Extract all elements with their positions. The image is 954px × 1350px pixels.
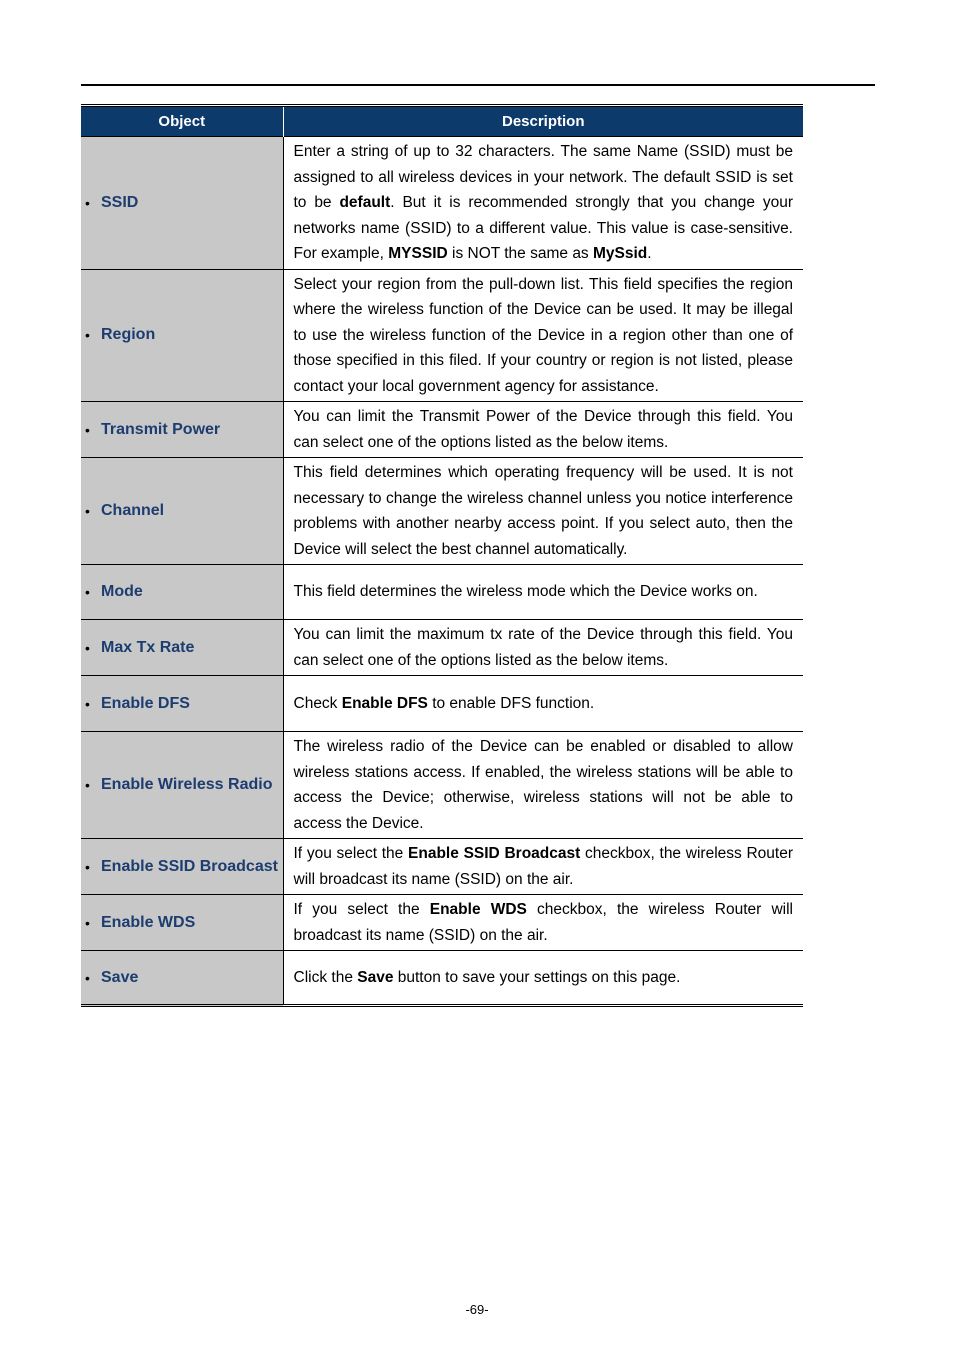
- table-row: [81, 458, 803, 565]
- description-cell: You can limit the maximum tx rate of the Device through this field. You can select one of the options listed as the below items.: [283, 620, 803, 676]
- bullet-icon: •: [85, 969, 90, 986]
- object-label: Enable Wireless Radio: [101, 776, 273, 793]
- object-label: Enable WDS: [101, 913, 196, 931]
- table-row: [81, 895, 803, 951]
- object-label: Max Tx Rate: [101, 638, 195, 656]
- object-cell: [81, 269, 283, 402]
- parameter-table: [81, 104, 803, 1007]
- bullet-icon: •: [85, 639, 90, 656]
- object-cell: [81, 458, 283, 565]
- description-cell: This field determines which operating frequency will be used. It is not necessary to change the wireless channel unless you notice interference problems with another nearby access point. If you select auto, then the Device will select the best channel automatically.: [283, 458, 803, 565]
- bullet-icon: •: [85, 194, 90, 211]
- bullet-icon: •: [85, 327, 90, 344]
- bullet-icon: •: [85, 914, 90, 931]
- table-row: [81, 676, 803, 732]
- object-label: Region: [101, 326, 156, 344]
- description-cell: Enter a string of up to 32 characters. The same Name (SSID) must be assigned to all wireless devices in your network. The default SSID is set to be default. But it is recommended strongly that you change your networks name (SSID) to a different value. This value is case-sensitive. For example, MYSSID is NOT the same as MySsid.: [283, 137, 803, 270]
- description-cell: Check Enable DFS to enable DFS function.: [283, 676, 803, 732]
- description-cell: If you select the Enable SSID Broadcast checkbox, the wireless Router will broadcast its name (SSID) on the air.: [283, 839, 803, 895]
- table-row: [81, 732, 803, 839]
- object-cell: [81, 676, 283, 732]
- object-cell: [81, 620, 283, 676]
- bullet-icon: •: [85, 777, 90, 793]
- object-label: Mode: [101, 583, 143, 600]
- bullet-icon: •: [85, 695, 90, 712]
- description-cell: You can limit the Transmit Power of the Device through this field. You can select one of the options listed as the below items.: [283, 402, 803, 458]
- table-header-row: [81, 106, 803, 137]
- bullet-icon: •: [85, 584, 90, 600]
- description-cell: If you select the Enable WDS checkbox, the wireless Router will broadcast its name (SSID) on the air.: [283, 895, 803, 951]
- object-label: Enable DFS: [101, 694, 190, 712]
- table-row: [81, 402, 803, 458]
- object-label: Transmit Power: [101, 420, 221, 438]
- object-cell: [81, 565, 283, 620]
- column-header-object: Object: [81, 106, 283, 137]
- column-header-description: Description: [283, 106, 803, 137]
- table-row: [81, 269, 803, 402]
- object-cell: [81, 732, 283, 839]
- object-label: SSID: [101, 193, 139, 211]
- header-rule: [81, 84, 875, 86]
- bullet-icon: •: [85, 421, 90, 438]
- description-cell: The wireless radio of the Device can be enabled or disabled to allow wireless stations access. If enabled, the wireless stations will be able to access the Device; otherwise, wireless stations will not be able to access the Device.: [283, 732, 803, 839]
- description-cell: Select your region from the pull-down list. This field specifies the region where the wireless function of the Device can be used. It may be illegal to use the wireless function of the Device in a region other than one of those specified in this filed. If your country or region is not listed, please contact your local government agency for assistance.: [283, 269, 803, 402]
- object-cell: [81, 402, 283, 458]
- table-row: [81, 137, 803, 270]
- object-label: Save: [101, 968, 139, 986]
- object-cell: [81, 839, 283, 895]
- object-cell: [81, 137, 283, 270]
- table-row: [81, 620, 803, 676]
- table-row: [81, 951, 803, 1006]
- description-cell: Click the Save button to save your settings on this page.: [283, 951, 803, 1006]
- object-label: Enable SSID Broadcast: [101, 857, 278, 875]
- object-label: Channel: [101, 502, 165, 519]
- object-cell: [81, 895, 283, 951]
- object-cell: [81, 951, 283, 1006]
- description-cell: This field determines the wireless mode which the Device works on.: [283, 565, 803, 620]
- bullet-icon: •: [85, 503, 90, 519]
- table-row: [81, 839, 803, 895]
- table-row: [81, 565, 803, 620]
- page-number: -69-: [465, 1302, 489, 1317]
- bullet-icon: •: [85, 858, 90, 875]
